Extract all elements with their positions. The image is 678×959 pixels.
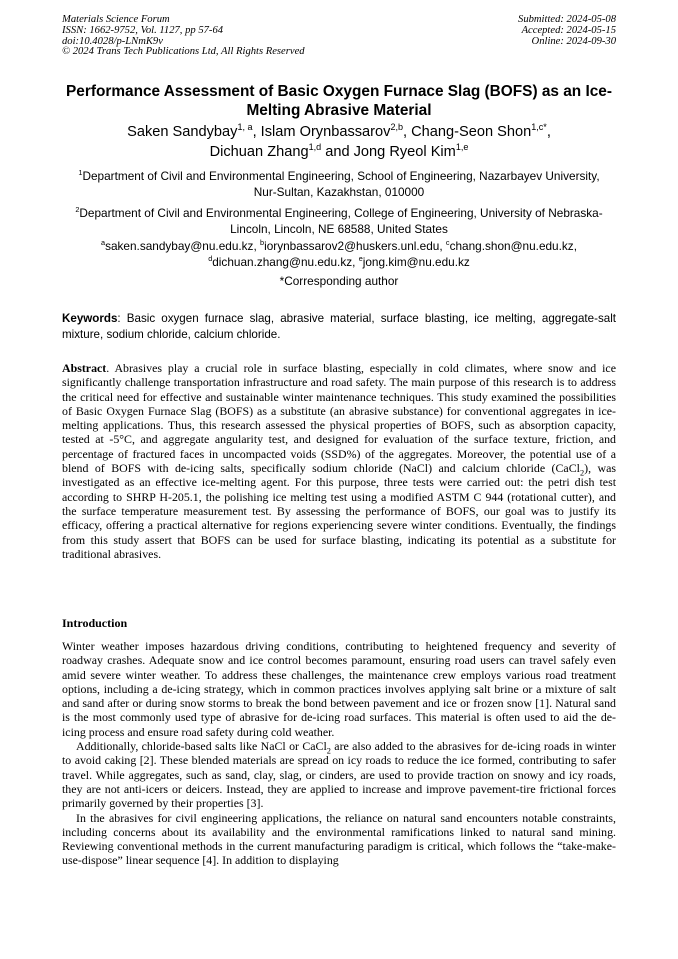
abstract-text-cont: ), was investigated as an effective ice-melting agent. For this purpose, three tests were carried out: the petri dish test according to SHRP H-205.1, the polishing ice melting test using a modified ASTM C 944 (rotational cutter), and the surface temperature measurement test. By assessing the performance of BOFS, our goal was to justify its efficacy, offering a practical alternative for regions experiencing severe winter conditions. Eventually, the findings from this study assert that BOFS can be used for surface blasting, indicating its potential as a substitute for traditional abrasives. — [62, 461, 616, 561]
author-name: Saken Sandybay — [127, 124, 238, 140]
author-separator: , — [403, 124, 412, 140]
email-mark: a — [101, 238, 106, 248]
introduction-heading: Introduction — [62, 616, 128, 630]
paragraph: Winter weather imposes hazardous driving conditions, contributing to heightened frequency and severity of roadway crashes. Adequate snow and ice control becomes paramount, ensuring road users can travel safely even amid severe winter weather. To address these challenges, the maintenance crew employs various road treatment options, including a de-icing strategy, which in common practices involves applying salt brine or a mixture of salt and sand after or during snow storms to break the bond between pavement and ice or frozen snow [1]. Natural sand is the most commonly used type of abrasive for de-icing road surfaces. This material is often used to aid the de-icing process and ensure road safety during cold weather. — [62, 639, 616, 739]
author-affiliation-mark: 2,b — [390, 122, 404, 133]
affiliation-2 — [70, 205, 608, 237]
abstract-text: . Abrasives play a crucial role in surface blasting, especially in cold climates, where snow and ice significantly challenge transportation infrastructure and road safety. The main purpose of this research is to address the critical need for effective and sustainable winter maintenance techniques. This study examined the possibilities of Basic Oxygen Furnace Slag (BOFS) as a substitute (an abrasive substance) for conventional aggregates in ice-melting applications. Thus, this research assessed the physical properties of BOFS, such as absorption capacity, tested at -5°C, and aggregate angularity test, and designed for evaluation of the surface texture, friction, and percentage of fractured faces in uncompacted voids (SSD%) of the aggregates. Moreover, the potential use of a blend of BOFS with de-icing salts, specifically sodium chloride (NaCl) and calcium chloride (CaCl — [62, 361, 616, 476]
abstract — [62, 361, 616, 561]
paper-title: Performance Assessment of Basic Oxygen Furnace Slag (BOFS) as an Ice-Melting Abrasive Material — [66, 83, 612, 119]
author-email: iorynbassarov2@huskers.unl.edu, — [264, 239, 446, 253]
abstract-label: Abstract — [62, 361, 107, 375]
journal-info — [62, 15, 305, 58]
email-mark: c — [445, 238, 450, 248]
keywords-text: : Basic oxygen furnace slag, abrasive material, surface blasting, ice melting, aggregate-salt mixture, sodium chloride, calcium chloride. — [62, 312, 616, 341]
accepted-date: Accepted: 2024-05-15 — [521, 24, 616, 36]
submitted-date: Submitted: 2024-05-08 — [518, 14, 616, 25]
affiliation-mark: 2 — [75, 205, 80, 215]
journal-issn: ISSN: 1662-9752, Vol. 1127, pp 57-64 — [62, 24, 224, 36]
journal-doi: doi:10.4028/p-LNmK9v — [62, 35, 163, 47]
paragraph: In the abrasives for civil engineering applications, the reliance on natural sand encounters notable constraints, including concerns about its availability and the environmental ramifications linked to natural sand mining. Reviewing conventional methods in the current manufacturing paradigm is critical, which follows the “take-make-use-dispose” linear sequence [4]. In addition to displaying — [62, 810, 616, 868]
author-affiliation-mark: 1,e — [455, 142, 469, 153]
author-email: dichuan.zhang@nu.edu.kz, — [212, 255, 359, 269]
affiliation-text: Department of Civil and Environmental Engineering, School of Engineering, Nazarbayev University, Nur-Sultan, Kazakhstan, 010000 — [82, 169, 600, 199]
abstract-subscript: 2 — [579, 468, 585, 478]
author-name: Dichuan Zhang — [209, 144, 309, 160]
author-email: chang.shon@nu.edu.kz, — [449, 239, 577, 253]
online-date: Online: 2024-09-30 — [531, 35, 616, 47]
introduction-body — [62, 639, 616, 868]
author-separator: , — [252, 124, 261, 140]
keywords-label: Keywords — [62, 312, 118, 325]
paragraph-text-cont: are also added to the abrasives for de-icing roads in winter to avoid caking [2]. These blended materials are spread on icy roads to reduce the ice formed, contributing to safer travel. While aggregates, such as sand, clay, slag, or cinders, are used to provide traction on snowy and icy roads, they are not anti-icers or deicers. Instead, they are applied to increase and improve pavement-tire frictional forces primarily governed by their properties [3]. — [62, 739, 616, 811]
author-emails — [70, 238, 608, 270]
author-separator: and — [321, 144, 354, 160]
paragraph — [62, 739, 616, 810]
affiliation-mark: 1 — [78, 168, 83, 178]
affiliation-text: Department of Civil and Environmental Engineering, College of Engineering, University of Nebraska-Lincoln, Lincoln, NE 68588, United States — [79, 206, 603, 236]
author-affiliation-mark: 1,c* — [531, 122, 547, 133]
journal-copyright: © 2024 Trans Tech Publications Ltd, All Rights Reserved — [62, 46, 305, 58]
author-affiliation-mark: 1,d — [308, 142, 322, 153]
keywords — [62, 311, 616, 342]
author-list — [40, 122, 638, 162]
email-mark: e — [358, 254, 363, 264]
author-email: jong.kim@nu.edu.kz — [362, 255, 470, 269]
affiliation-1 — [70, 168, 608, 200]
journal-name: Materials Science Forum — [62, 14, 170, 25]
author-separator: , — [546, 124, 551, 140]
paragraph-subscript: 2 — [326, 746, 331, 756]
submission-dates — [518, 15, 616, 47]
email-mark: b — [260, 238, 265, 248]
email-mark: d — [208, 254, 213, 264]
author-email: saken.sandybay@nu.edu.kz, — [105, 239, 261, 253]
paragraph-text: Additionally, chloride-based salts like NaCl or CaCl — [76, 739, 327, 754]
author-name: Jong Ryeol Kim — [353, 144, 456, 160]
author-name: Chang-Seon Shon — [411, 124, 532, 140]
author-affiliation-mark: 1, a — [237, 122, 253, 133]
author-name: Islam Orynbassarov — [260, 124, 391, 140]
corresponding-author-note: *Corresponding author — [279, 274, 399, 288]
